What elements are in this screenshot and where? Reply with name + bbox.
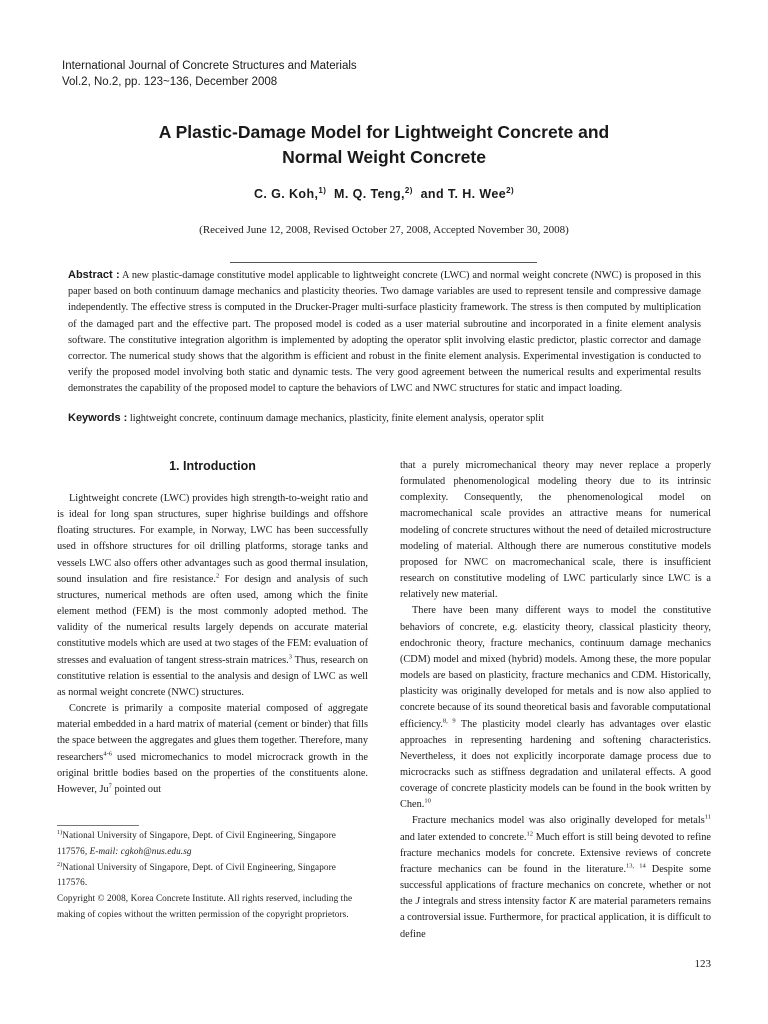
affiliation-mark: 2) [506, 186, 515, 195]
abstract-text: A new plastic-damage constitutive model applicable to lightweight concrete (LWC) and normal weight concrete (NWC) is proposed in this paper based on both continuum damage mechanics and plasticity theories. Two damage variables are used to represent tensile and compressive damage independently. The effective stress is computed in the Drucker-Prager multi-surface plasticity framework. The stress is then computed by multiplication of the damaged part and the effective part. The proposed model is coded as a user material subroutine and incorporated in a finite element analysis software. The constitutive integration algorithm is implemented by adopting the operator split involving elastic predictor, plastic corrector and damage corrector. The numerical study shows that the algorithm is efficient and robust in the finite element analysis. Experimental investigation is conducted to verify the proposed model involving both static and dynamic tests. The very good agreement between the numerical results and experimental results demonstrates the capability of the proposed model to capture the behaviors of LWC and NWC structures for static and impact loading. [68, 270, 701, 395]
body-paragraph [57, 701, 368, 798]
math-symbol: J [415, 896, 420, 908]
footnote-text: National University of Singapore, Dept. of Civil Engineering, Singapore 117576, [57, 830, 336, 856]
text-run: pointed out [111, 783, 162, 795]
footnote-mark: 1) [57, 829, 63, 836]
citation-mark: 3 [288, 653, 292, 661]
section-heading: 1. Introduction [169, 459, 256, 473]
text-run: There have been many different ways to model the constitutive behaviors of concrete, e.g. elasticity theory, classical plasticity theory, endochronic theory, fracture mechanics, continuum damage mechanics (CDM) model and mixed (hybrid) models. Among these, the more popular models are based on plasticity, fracture mechanics and CDM. Historically, plasticity was originally developed for metals and is now also applied to concrete because of its sound theoretical basis and favorable computational efficiency. [400, 605, 711, 730]
abstract [68, 267, 701, 398]
text-run: are material parameters remains a controversial issue. Furthermore, for practical application, it is difficult to define [400, 896, 712, 940]
text-run: Lightweight concrete (LWC) provides high strength-to-weight ratio and is ideal for long span structures, super highrise buildings and offshore floating structures. For example, in Norway, LWC has been successfully used in offshore structures for oil drilling platforms, storage tanks and vessels LWC also offers other advantages such as good thermal insulation, sound insulation and fire resistance. [57, 493, 368, 585]
text-run: Thus, research on constitutive relation is essential to the analysis and design of LWC as well as normal weight concrete (NWC) structures. [57, 654, 369, 698]
affiliation-mark: 1) [318, 186, 327, 195]
author-name: M. Q. Teng, [334, 187, 405, 202]
footnotes [57, 825, 368, 923]
citation-mark: 7 [108, 782, 112, 790]
abstract-label: Abstract : [68, 269, 120, 281]
citation-mark: 2 [215, 572, 220, 580]
text-run: Concrete is primarily a composite material composed of aggregate material embedded in a hard matrix of material (cement or binder) that fills the space between the aggregates and glues them together. Therefore, many researchers [57, 703, 368, 763]
citation-mark: 8, 9 [442, 717, 456, 725]
body-paragraph [400, 603, 711, 813]
text-run: used micromechanics to model microcrack growth in the original brittle bodies based on the properties of the constituents alone. However, Ju [57, 751, 368, 795]
author-name: and T. H. Wee [420, 187, 507, 202]
received-dates: (Received June 12, 2008, Revised October 27, 2008, Accepted November 30, 2008) [199, 224, 569, 236]
math-symbol: K [569, 896, 576, 908]
citation-mark: 10 [424, 797, 431, 805]
journal-issue: Vol.2, No.2, pp. 123~136, December 2008 [62, 76, 278, 88]
text-run: Fracture mechanics model was also originally developed for metals [412, 815, 705, 827]
journal-header [62, 58, 357, 90]
keywords-text: lightweight concrete, continuum damage mechanics, plasticity, finite element analysis, operator split [129, 413, 544, 424]
text-run: and later extended to concrete. [400, 831, 527, 843]
author-email: E-mail: cgkoh@nus.edu.sg [89, 845, 192, 856]
citation-mark: 13, 14 [626, 862, 646, 870]
citation-mark: 4-6 [103, 750, 112, 758]
affiliation-mark: 2) [404, 186, 413, 195]
text-run: For design and analysis of such structures, numerical methods are often used, among which the finite element method (FEM) is the most commonly adopted method. The validity of the numerical results largely depends on accurate material constitutive models which are used at two stages of the FEM: evaluation of stresses and evaluation of tangent stress-strain matrices. [57, 573, 368, 666]
text-run: The plasticity model clearly has advantages over elastic approaches in representing hardening and softening characteristics. Nevertheless, it does not explicitly incorporate damage process due to microcracks such as stiffness degradation and unilateral effects. A good coverage of concrete plasticity models can be found in the book written by Chen. [400, 718, 711, 811]
body-paragraph [400, 813, 711, 942]
author-list [40, 186, 728, 201]
right-column [400, 458, 711, 943]
divider-line [230, 262, 537, 263]
body-paragraph: that a purely micromechanical theory may never replace a properly formulated phenomenological modeling theory due to its intrinsic complexity. Consequently, the phenomenological model on macromechanical scale provides an attractive means for numerical modeling of concrete structures without the need of detailed microstructure modeling of material. Although there are numerous constitutive models proposed for NWC on macromechanical scale, there is insufficient research on constitutive modeling of LWC particularly since LWC is a relatively new material. [400, 460, 711, 601]
left-column [57, 458, 368, 798]
keywords-label: Keywords : [68, 412, 128, 424]
footnote-mark: 2) [57, 861, 63, 868]
footnote-affiliation-2 [57, 860, 368, 892]
title-line-1: A Plastic-Damage Model for Lightweight Concrete and [158, 122, 610, 142]
citation-mark: 12 [526, 830, 534, 838]
paper-title [40, 120, 728, 170]
page-number: 123 [694, 958, 711, 970]
text-run: Much effort is still being devoted to refine fracture mechanics models for concrete. Extensive reviews of concrete fracture mechanics can be found in the literature. [400, 831, 711, 875]
copyright-notice: Copyright © 2008, Korea Concrete Institute. All rights reserved, including the making of copies without the written permission of the copyright proprietors. [57, 893, 353, 919]
title-line-2: Normal Weight Concrete [282, 147, 486, 167]
footnote-text: National University of Singapore, Dept. of Civil Engineering, Singapore 117576. [57, 861, 336, 888]
text-run: Despite some successful applications of fracture mechanics on concrete, whether or not the [400, 863, 711, 908]
footnote-affiliation-1 [57, 828, 368, 860]
body-paragraph [57, 491, 368, 701]
journal-name: International Journal of Concrete Structures and Materials [62, 60, 357, 72]
author-name: C. G. Koh, [253, 187, 319, 202]
footnote-rule [57, 825, 139, 826]
text-run: integrals and stress intensity factor [419, 896, 570, 908]
citation-mark: 11 [704, 814, 711, 822]
keywords [68, 410, 701, 427]
